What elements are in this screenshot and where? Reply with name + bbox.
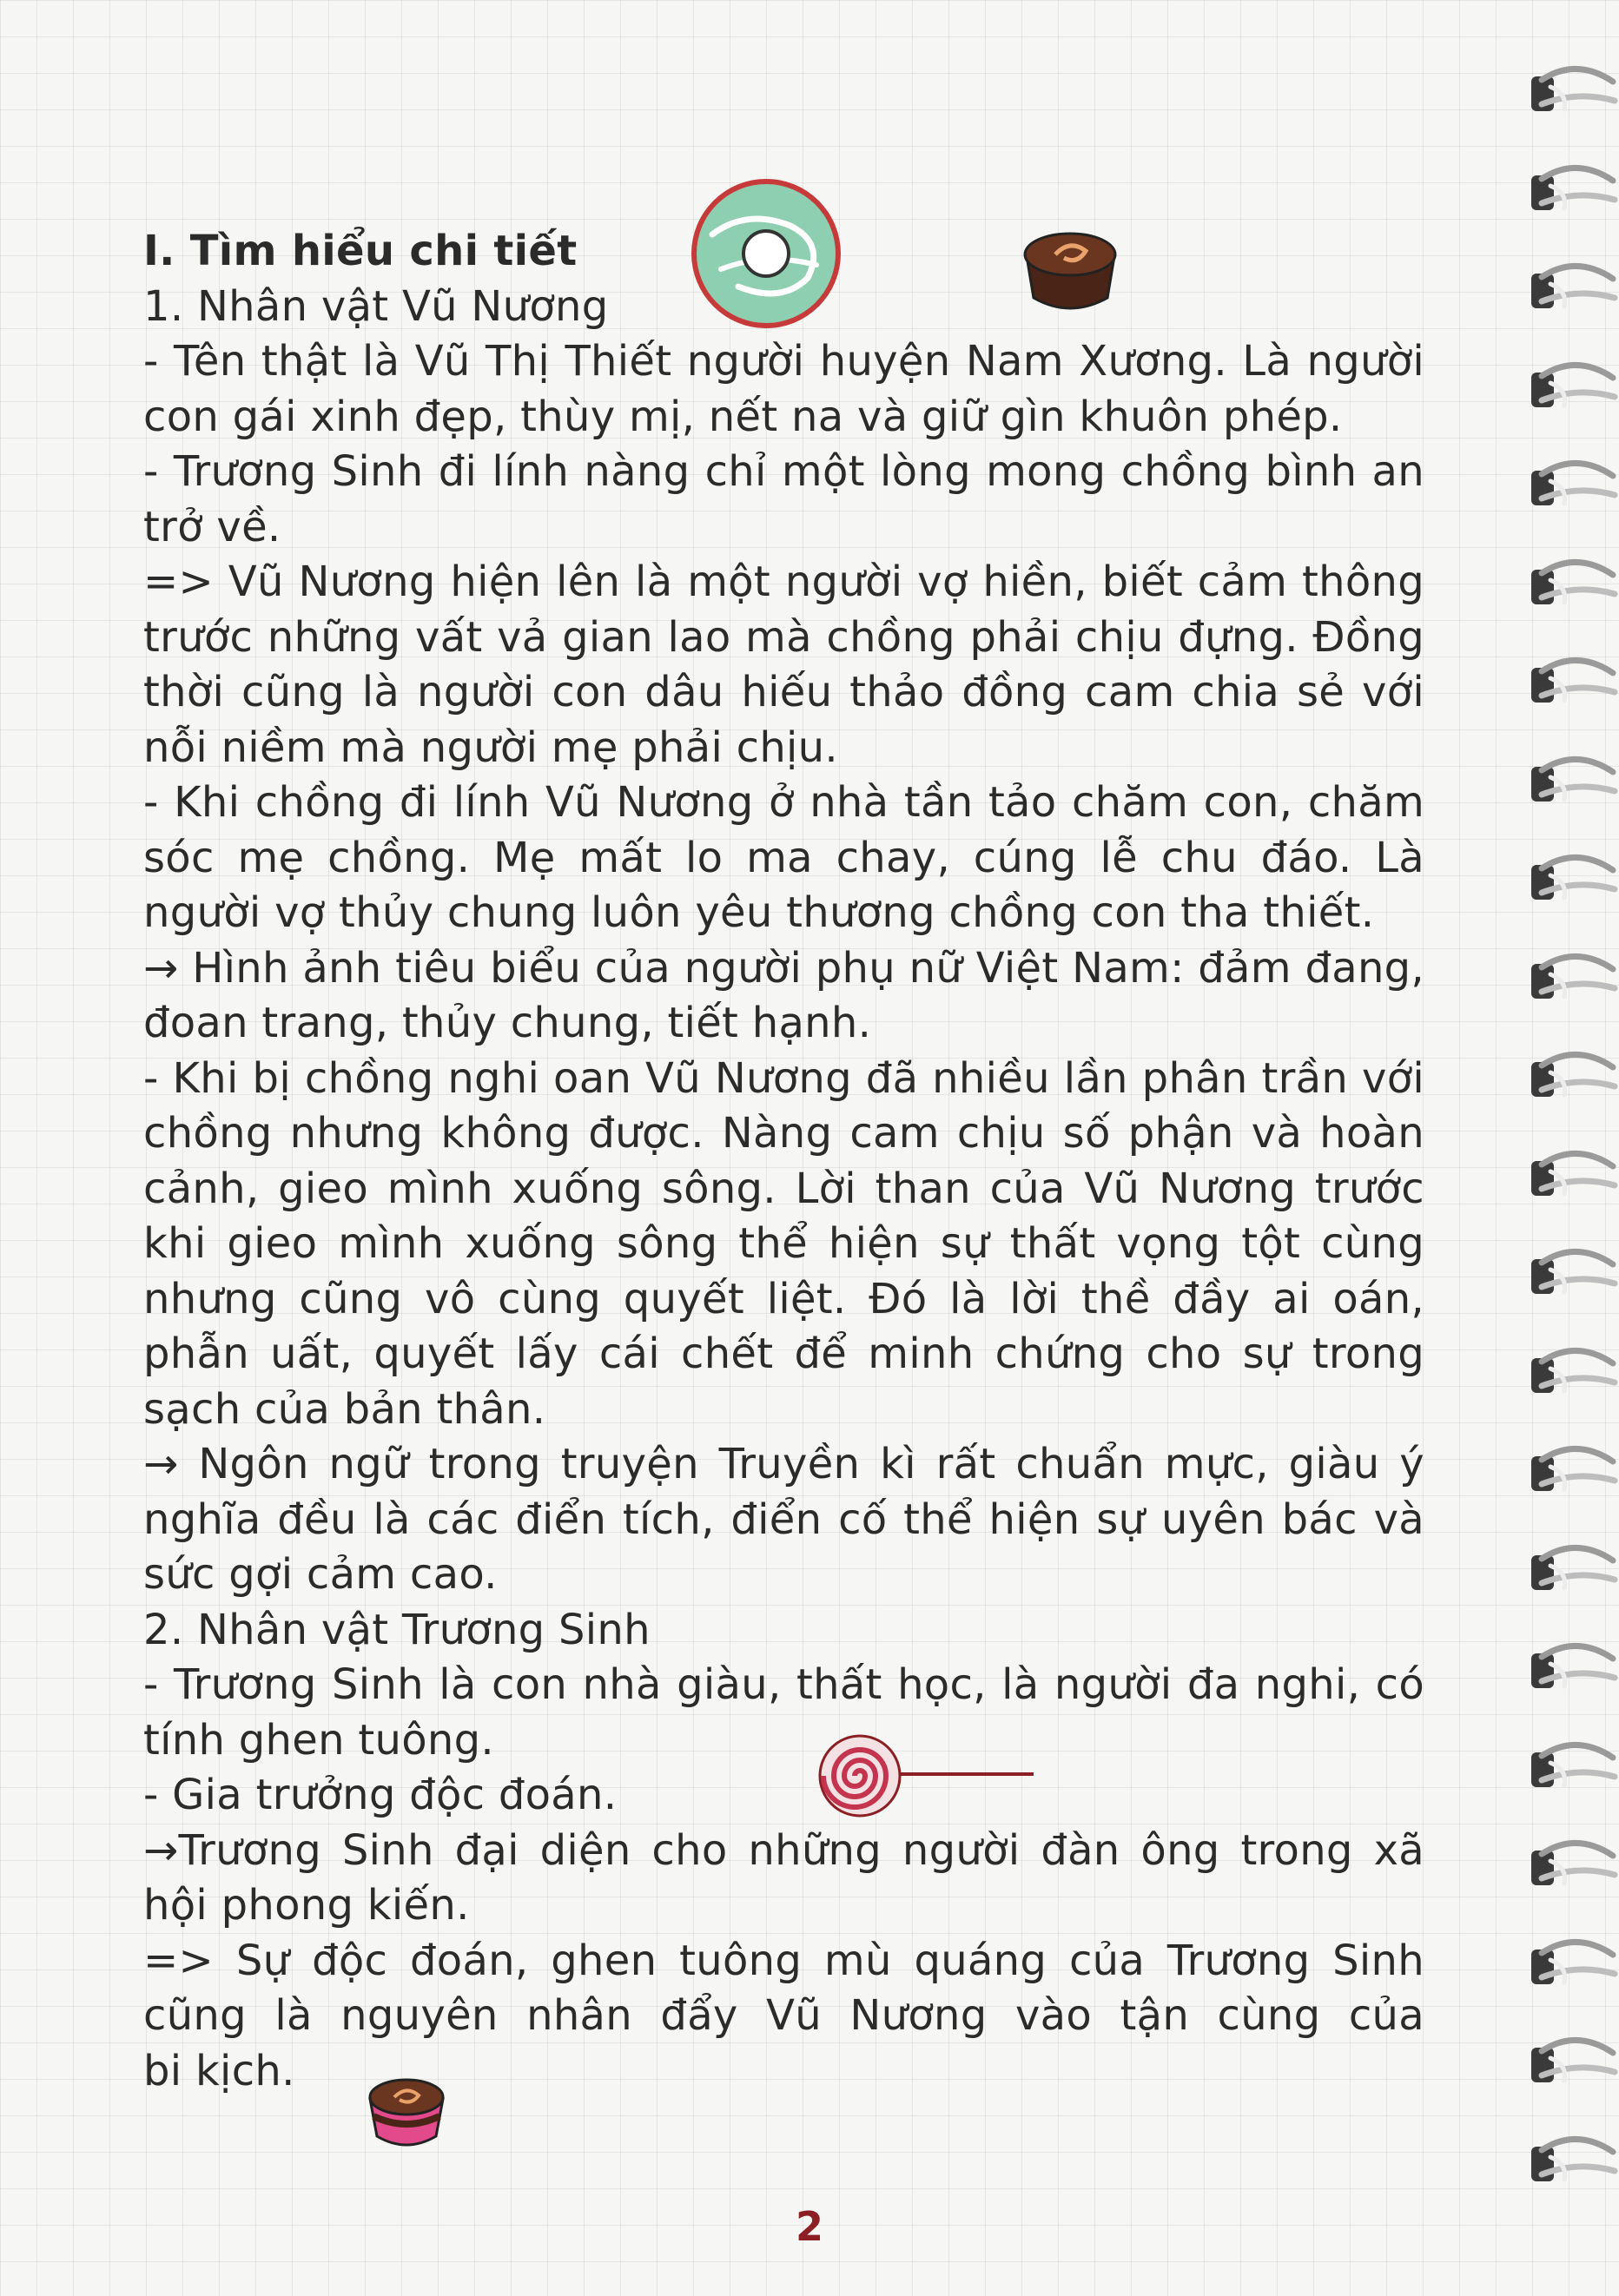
spiral-ring-icon [1524, 751, 1619, 815]
text-line: => Vũ Nương hiện lên là một người vợ hiền, biết cảm thông [143, 558, 1424, 606]
spiral-ring-icon [1524, 1737, 1619, 1801]
spiral-ring-icon [1524, 1343, 1619, 1407]
text-line: → Ngôn ngữ trong truyện Truyền kì rất chuẩn mực, giàu ý [143, 1440, 1424, 1488]
spiral-ring-icon [1524, 1835, 1619, 1899]
spiral-ring-icon [1524, 948, 1619, 1013]
text-line: khi gieo mình xuống sông thể hiện sự thất vọng tột cùng [143, 1219, 1424, 1268]
spiral-ring-icon [1524, 1441, 1619, 1505]
spiral-ring-icon [1524, 554, 1619, 618]
text-line: chồng nhưng không được. Nàng cam chịu số phận và hoàn [143, 1109, 1424, 1158]
text-body [143, 280, 1424, 2100]
text-line: hội phong kiến. [143, 1881, 470, 1930]
text-line: - Tên thật là Vũ Thị Thiết người huyện Nam Xương. Là người [143, 337, 1424, 386]
spiral-ring-icon [1524, 1046, 1619, 1111]
spiral-ring-icon [1524, 357, 1619, 421]
text-line: nghĩa đều là các điển tích, điển cố thể hiện sự uyên bác và [143, 1494, 1424, 1544]
spiral-ring-icon [1524, 652, 1619, 716]
text-line: con gái xinh đẹp, thùy mị, nết na và giữ gìn khuôn phép. [143, 392, 1343, 441]
spiral-ring-icon [1524, 1934, 1619, 1998]
spiral-ring-icon [1524, 2131, 1619, 2195]
text-line: thời cũng là người con dâu hiếu thảo đồng cam chia sẻ với [143, 668, 1424, 716]
text-line: sóc mẹ chồng. Mẹ mất lo ma chay, cúng lễ chu đáo. Là [143, 833, 1424, 882]
text-line: trở về. [143, 502, 281, 551]
text-line: nỗi niềm mà người mẹ phải chịu. [143, 722, 838, 772]
text-line: - Trương Sinh đi lính nàng chỉ một lòng mong chồng bình an [143, 447, 1424, 496]
spiral-ring-icon [1524, 849, 1619, 914]
text-line: 2. Nhân vật Trương Sinh [143, 1605, 651, 1654]
spiral-ring-icon [1524, 1540, 1619, 1604]
text-line: cũng là nguyên nhân đẩy Vũ Nương vào tận cùng của [143, 1991, 1424, 2040]
text-line: - Trương Sinh là con nhà giàu, thất học, là người đa nghi, có [143, 1660, 1424, 1709]
text-line: 1. Nhân vật Vũ Nương [143, 281, 609, 331]
text-line: sức gợi cảm cao. [143, 1550, 498, 1599]
spiral-ring-icon [1524, 1145, 1619, 1210]
spiral-ring-icon [1524, 1638, 1619, 1702]
text-line: - Khi chồng đi lính Vũ Nương ở nhà tần tảo chăm con, chăm [143, 778, 1424, 827]
text-line: - Gia trưởng độc đoán. [143, 1771, 618, 1819]
text-line: trước những vất vả gian lao mà chồng phải chịu đựng. Đồng [143, 612, 1424, 662]
text-line: người vợ thủy chung luôn yêu thương chồng con tha thiết. [143, 888, 1375, 937]
text-line: - Khi bị chồng nghi oan Vũ Nương đã nhiều lần phân trần với [143, 1053, 1424, 1103]
text-line: sạch của bản thân. [143, 1384, 546, 1434]
spiral-binding [1524, 61, 1619, 2258]
spiral-ring-icon [1524, 61, 1619, 125]
spiral-ring-icon [1524, 258, 1619, 322]
text-line: cảnh, gieo mình xuống sông. Lời than của Vũ Nương trước [143, 1164, 1424, 1213]
spiral-ring-icon [1524, 455, 1619, 519]
spiral-ring-icon [1524, 1244, 1619, 1308]
spiral-ring-icon [1524, 160, 1619, 224]
page-content [143, 224, 1424, 2099]
text-line: →Trương Sinh đại diện cho những người đàn ông trong xã [143, 1825, 1424, 1875]
text-line: nhưng cũng vô cùng quyết liệt. Đó là lời thề đầy ai oán, [143, 1274, 1424, 1323]
page-number: 2 [795, 2203, 823, 2250]
text-line: phẫn uất, quyết lấy cái chết để minh chứng cho sự trong [143, 1329, 1424, 1378]
section-heading: I. Tìm hiểu chi tiết [143, 227, 578, 275]
text-line: → Hình ảnh tiêu biểu của người phụ nữ Việt Nam: đảm đang, [143, 943, 1424, 993]
spiral-ring-icon [1524, 2032, 1619, 2096]
text-line: đoan trang, thủy chung, tiết hạnh. [143, 999, 872, 1047]
text-line: bi kịch. [143, 2046, 295, 2095]
text-line: => Sự độc đoán, ghen tuông mù quáng của Trương Sinh [143, 1936, 1424, 1985]
text-line: tính ghen tuông. [143, 1715, 494, 1765]
